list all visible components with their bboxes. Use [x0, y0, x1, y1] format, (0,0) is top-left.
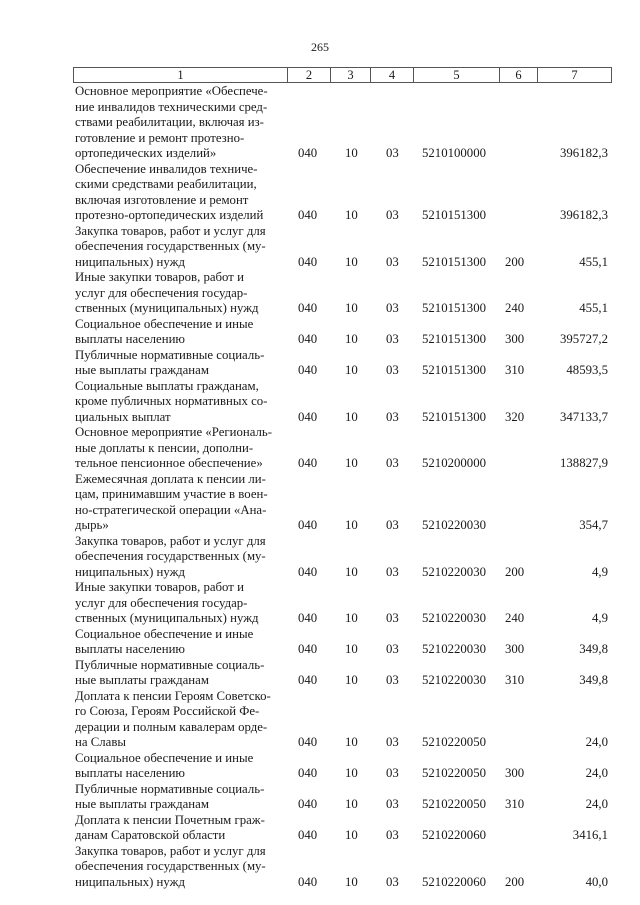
cell-c6: 240 — [505, 611, 525, 625]
cell-c4: 03 — [386, 332, 399, 346]
description-line: ниципальных) нужд — [75, 564, 185, 579]
header-col-5: 5 — [414, 68, 500, 82]
table-row — [0, 534, 640, 581]
description-line: Иные закупки товаров, работ и — [75, 580, 244, 594]
description-line: Социальное обеспечение и иные — [75, 626, 254, 641]
table-row — [0, 472, 640, 534]
cell-c3: 10 — [345, 208, 358, 222]
cell-c4: 03 — [386, 409, 399, 424]
cell-c7: 24,0 — [585, 797, 608, 811]
description-line: выплаты населению — [75, 766, 185, 780]
description-line: обеспечения государственных (му- — [75, 239, 266, 253]
cell-c4: 03 — [386, 642, 399, 656]
row-description — [75, 782, 282, 813]
cell-c6: 300 — [505, 332, 525, 346]
cell-c5: 5210220030 — [422, 564, 486, 579]
description-line: ные выплаты гражданам — [75, 363, 209, 377]
cell-c4: 03 — [386, 301, 399, 315]
cell-c3: 10 — [345, 611, 358, 625]
cell-c4: 03 — [386, 735, 399, 749]
row-description — [75, 224, 282, 271]
header-col-3: 3 — [331, 68, 371, 82]
cell-c2: 040 — [298, 332, 318, 346]
cell-c5: 5210220050 — [422, 735, 486, 749]
table-row — [0, 813, 640, 844]
cell-c6: 320 — [505, 409, 525, 424]
description-line: ние инвалидов техническими сред- — [75, 99, 268, 114]
cell-c7: 354,7 — [579, 518, 608, 532]
cell-c6: 200 — [505, 874, 525, 889]
row-description — [75, 270, 282, 317]
table-row — [0, 627, 640, 658]
cell-c3: 10 — [345, 874, 358, 889]
row-description — [75, 425, 282, 472]
description-line: Иные закупки товаров, работ и — [75, 270, 244, 284]
cell-c7: 349,8 — [579, 673, 608, 687]
description-line: дерации и полным кавалерам орде- — [75, 719, 268, 734]
cell-c7: 455,1 — [579, 301, 608, 315]
cell-c5: 5210220030 — [422, 518, 486, 532]
header-col-2: 2 — [288, 68, 331, 82]
description-line: тельное пенсионное обеспечение» — [75, 456, 263, 470]
cell-c5: 5210151300 — [422, 301, 486, 315]
cell-c7: 349,8 — [579, 642, 608, 656]
description-line: ственных (муниципальных) нужд — [75, 301, 259, 315]
cell-c7: 48593,5 — [566, 363, 608, 377]
description-line: ствами реабилитации, включая из- — [75, 115, 264, 129]
description-line: дырь» — [75, 518, 109, 532]
row-description — [75, 534, 282, 581]
row-description — [75, 813, 282, 844]
description-line: Закупка товаров, работ и услуг для — [75, 843, 266, 858]
description-line: Закупка товаров, работ и услуг для — [75, 533, 266, 548]
cell-c6: 240 — [505, 301, 525, 315]
header-col-4: 4 — [371, 68, 414, 82]
description-line: обеспечения государственных (му- — [75, 859, 266, 873]
cell-c2: 040 — [298, 254, 318, 269]
cell-c2: 040 — [298, 766, 318, 780]
cell-c6: 300 — [505, 642, 525, 656]
description-line: скими средствами реабилитации, — [75, 177, 257, 191]
description-line: выплаты населению — [75, 332, 185, 346]
table-row — [0, 162, 640, 224]
cell-c7: 24,0 — [585, 766, 608, 780]
cell-c3: 10 — [345, 642, 358, 656]
table-row — [0, 751, 640, 782]
cell-c4: 03 — [386, 564, 399, 579]
cell-c6: 200 — [505, 254, 525, 269]
row-description — [75, 348, 282, 379]
cell-c5: 5210100000 — [422, 146, 486, 160]
cell-c3: 10 — [345, 735, 358, 749]
cell-c5: 5210220030 — [422, 642, 486, 656]
cell-c3: 10 — [345, 564, 358, 579]
row-description — [75, 658, 282, 689]
cell-c2: 040 — [298, 564, 318, 579]
row-description — [75, 627, 282, 658]
cell-c5: 5210220050 — [422, 766, 486, 780]
cell-c2: 040 — [298, 797, 318, 811]
description-line: выплаты населению — [75, 642, 185, 656]
cell-c2: 040 — [298, 642, 318, 656]
cell-c3: 10 — [345, 518, 358, 532]
cell-c5: 5210220030 — [422, 611, 486, 625]
description-line: цам, принимавшим участие в воен- — [75, 487, 268, 501]
cell-c7: 395727,2 — [560, 332, 608, 346]
table-row — [0, 689, 640, 751]
description-line: ные выплаты гражданам — [75, 797, 209, 811]
row-description — [75, 844, 282, 891]
table-row — [0, 317, 640, 348]
cell-c2: 040 — [298, 518, 318, 532]
table-row — [0, 782, 640, 813]
cell-c7: 40,0 — [585, 874, 608, 889]
description-line: протезно-ортопедических изделий — [75, 208, 264, 222]
cell-c7: 138827,9 — [560, 456, 608, 470]
cell-c5: 5210151300 — [422, 208, 486, 222]
description-line: на Славы — [75, 735, 126, 749]
table-row — [0, 348, 640, 379]
header-col-1: 1 — [74, 68, 288, 82]
header-col-7: 7 — [571, 68, 578, 82]
cell-c3: 10 — [345, 332, 358, 346]
description-line: но-стратегической операции «Ана- — [75, 502, 267, 517]
cell-c7: 347133,7 — [560, 409, 608, 424]
cell-c2: 040 — [298, 301, 318, 315]
description-line: Социальные выплаты гражданам, — [75, 378, 259, 393]
row-description — [75, 379, 282, 426]
description-line: го Союза, Героям Российской Фе- — [75, 704, 260, 718]
table-row — [0, 658, 640, 689]
cell-c3: 10 — [345, 254, 358, 269]
description-line: Доплата к пенсии Героям Советско- — [75, 688, 271, 703]
cell-c7: 4,9 — [592, 564, 608, 579]
cell-c2: 040 — [298, 409, 318, 424]
description-line: данам Саратовской области — [75, 828, 226, 842]
cell-c7: 24,0 — [585, 735, 608, 749]
row-description — [75, 689, 282, 751]
cell-c3: 10 — [345, 456, 358, 470]
cell-c4: 03 — [386, 797, 399, 811]
cell-c2: 040 — [298, 208, 318, 222]
table-row — [0, 84, 640, 162]
cell-c2: 040 — [298, 828, 318, 842]
description-line: обеспечения государственных (му- — [75, 549, 266, 563]
cell-c5: 5210220060 — [422, 874, 486, 889]
description-line: услуг для обеспечения государ- — [75, 285, 248, 300]
description-line: ственных (муниципальных) нужд — [75, 611, 259, 625]
description-line: кроме публичных нормативных со- — [75, 394, 268, 408]
cell-c4: 03 — [386, 828, 399, 842]
description-line: Ежемесячная доплата к пенсии ли- — [75, 471, 266, 486]
description-line: ные доплаты к пенсии, дополни- — [75, 440, 254, 455]
description-line: Социальное обеспечение и иные — [75, 750, 254, 765]
table-row — [0, 270, 640, 317]
cell-c2: 040 — [298, 456, 318, 470]
cell-c5: 5210220030 — [422, 673, 486, 687]
cell-c2: 040 — [298, 611, 318, 625]
table-row — [0, 224, 640, 271]
cell-c4: 03 — [386, 874, 399, 889]
cell-c7: 3416,1 — [572, 828, 608, 842]
table-row — [0, 425, 640, 472]
cell-c2: 040 — [298, 363, 318, 377]
cell-c5: 5210151300 — [422, 254, 486, 269]
cell-c4: 03 — [386, 254, 399, 269]
description-line: циальных выплат — [75, 409, 171, 424]
cell-c4: 03 — [386, 363, 399, 377]
cell-c5: 5210151300 — [422, 332, 486, 346]
table-header — [73, 67, 612, 83]
cell-c4: 03 — [386, 611, 399, 625]
cell-c5: 5210220060 — [422, 828, 486, 842]
description-line: готовление и ремонт протезно- — [75, 130, 245, 145]
cell-c3: 10 — [345, 301, 358, 315]
cell-c4: 03 — [386, 518, 399, 532]
description-line: Публичные нормативные социаль- — [75, 347, 265, 362]
row-description — [75, 472, 282, 534]
description-line: Публичные нормативные социаль- — [75, 781, 265, 796]
cell-c3: 10 — [345, 673, 358, 687]
cell-c4: 03 — [386, 456, 399, 470]
cell-c5: 5210151300 — [422, 409, 486, 424]
description-line: Обеспечение инвалидов техниче- — [75, 161, 258, 176]
description-line: Основное мероприятие «Обеспече- — [75, 84, 268, 98]
row-description — [75, 84, 282, 162]
table-row — [0, 580, 640, 627]
cell-c7: 455,1 — [579, 254, 608, 269]
cell-c4: 03 — [386, 766, 399, 780]
cell-c7: 396182,3 — [560, 208, 608, 222]
description-line: ниципальных) нужд — [75, 874, 185, 889]
cell-c2: 040 — [298, 146, 318, 160]
row-description — [75, 751, 282, 782]
cell-c7: 396182,3 — [560, 146, 608, 160]
header-col-6: 6 — [500, 68, 538, 82]
cell-c2: 040 — [298, 673, 318, 687]
description-line: Публичные нормативные социаль- — [75, 657, 265, 672]
description-line: Социальное обеспечение и иные — [75, 316, 254, 331]
cell-c3: 10 — [345, 409, 358, 424]
page-number: 265 — [311, 40, 329, 54]
cell-c6: 300 — [505, 766, 525, 780]
cell-c5: 5210200000 — [422, 456, 486, 470]
table-body — [0, 84, 640, 890]
row-description — [75, 580, 282, 627]
cell-c3: 10 — [345, 797, 358, 811]
table-row — [0, 379, 640, 426]
description-line: ниципальных) нужд — [75, 254, 185, 269]
cell-c4: 03 — [386, 673, 399, 687]
description-line: ортопедических изделий» — [75, 146, 217, 160]
description-line: Основное мероприятие «Региональ- — [75, 425, 273, 439]
cell-c6: 200 — [505, 564, 525, 579]
table-row — [0, 844, 640, 891]
cell-c3: 10 — [345, 363, 358, 377]
cell-c5: 5210151300 — [422, 363, 486, 377]
cell-c6: 310 — [505, 797, 525, 811]
description-line: Доплата к пенсии Почетным граж- — [75, 812, 265, 827]
description-line: Закупка товаров, работ и услуг для — [75, 223, 266, 238]
cell-c5: 5210220050 — [422, 797, 486, 811]
cell-c3: 10 — [345, 828, 358, 842]
description-line: услуг для обеспечения государ- — [75, 595, 248, 610]
description-line: включая изготовление и ремонт — [75, 192, 249, 207]
cell-c7: 4,9 — [592, 611, 608, 625]
row-description — [75, 317, 282, 348]
cell-c6: 310 — [505, 363, 525, 377]
cell-c6: 310 — [505, 673, 525, 687]
cell-c3: 10 — [345, 766, 358, 780]
cell-c4: 03 — [386, 146, 399, 160]
row-description — [75, 162, 282, 224]
cell-c2: 040 — [298, 735, 318, 749]
description-line: ные выплаты гражданам — [75, 673, 209, 687]
cell-c4: 03 — [386, 208, 399, 222]
cell-c3: 10 — [345, 146, 358, 160]
cell-c2: 040 — [298, 874, 318, 889]
